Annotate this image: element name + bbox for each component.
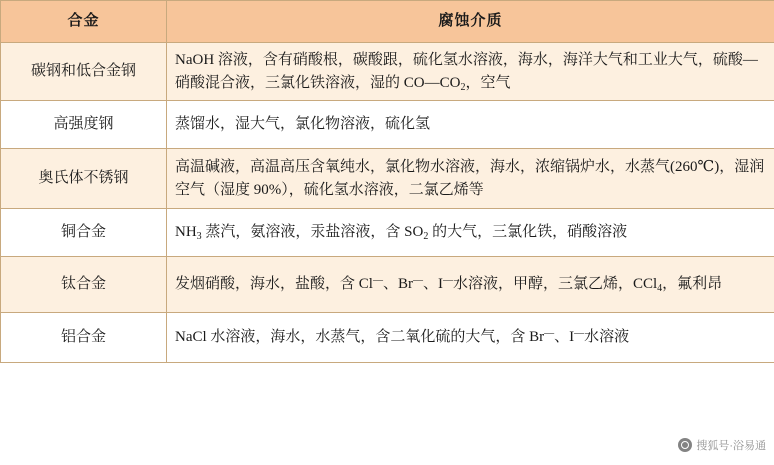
cell-alloy: 铜合金	[1, 209, 167, 257]
watermark-text: 搜狐号·浴易通	[696, 440, 766, 452]
watermark-logo-icon	[678, 438, 692, 452]
cell-medium: $NH_3$ 蒸汽，氨溶液，汞盐溶液，含 $SO_2$ 的大气，三氯化铁，硝酸溶液	[167, 209, 774, 257]
cell-alloy: 碳钢和低合金钢	[1, 43, 167, 101]
table-row	[1, 257, 774, 313]
table-row	[1, 149, 774, 209]
cell-medium: 蒸馏水，湿大气，氯化物溶液，硫化氢	[167, 101, 774, 149]
cell-alloy: 铝合金	[1, 313, 167, 363]
table-row	[1, 209, 774, 257]
watermark	[678, 437, 766, 453]
table-row	[1, 101, 774, 149]
table-header	[1, 1, 774, 43]
cell-alloy: 奥氏体不锈钢	[1, 149, 167, 209]
cell-alloy: 高强度钢	[1, 101, 167, 149]
table-row	[1, 43, 774, 101]
table-body	[1, 43, 774, 363]
table-header-row	[1, 1, 774, 43]
cell-alloy: 钛合金	[1, 257, 167, 313]
table-row	[1, 313, 774, 363]
cell-medium: NaCl 水溶液，海水，水蒸气，含二氧化硫的大气，含 Br—、I—水溶液	[167, 313, 774, 363]
cell-medium: NaOH 溶液，含有硝酸根，碳酸跟，硫化氢水溶液，海水，海洋大气和工业大气，硫酸—硝酸混合液，三氯化铁溶液，湿的 $CO—CO_2$，空气	[167, 43, 774, 101]
column-header-medium: 腐蚀介质	[167, 1, 774, 43]
cell-medium: 发烟硝酸，海水，盐酸，含 Cl—、Br—、I—水溶液，甲醇，三氯乙烯，CCl$_4$，氟利昂	[167, 257, 774, 313]
column-header-alloy: 合金	[1, 1, 167, 43]
cell-medium: 高温碱液，高温高压含氧纯水，氯化物水溶液，海水，浓缩锅炉水，水蒸气(260℃)，湿润空气（湿度 90%），硫化氢水溶液，二氯乙烯等	[167, 149, 774, 209]
